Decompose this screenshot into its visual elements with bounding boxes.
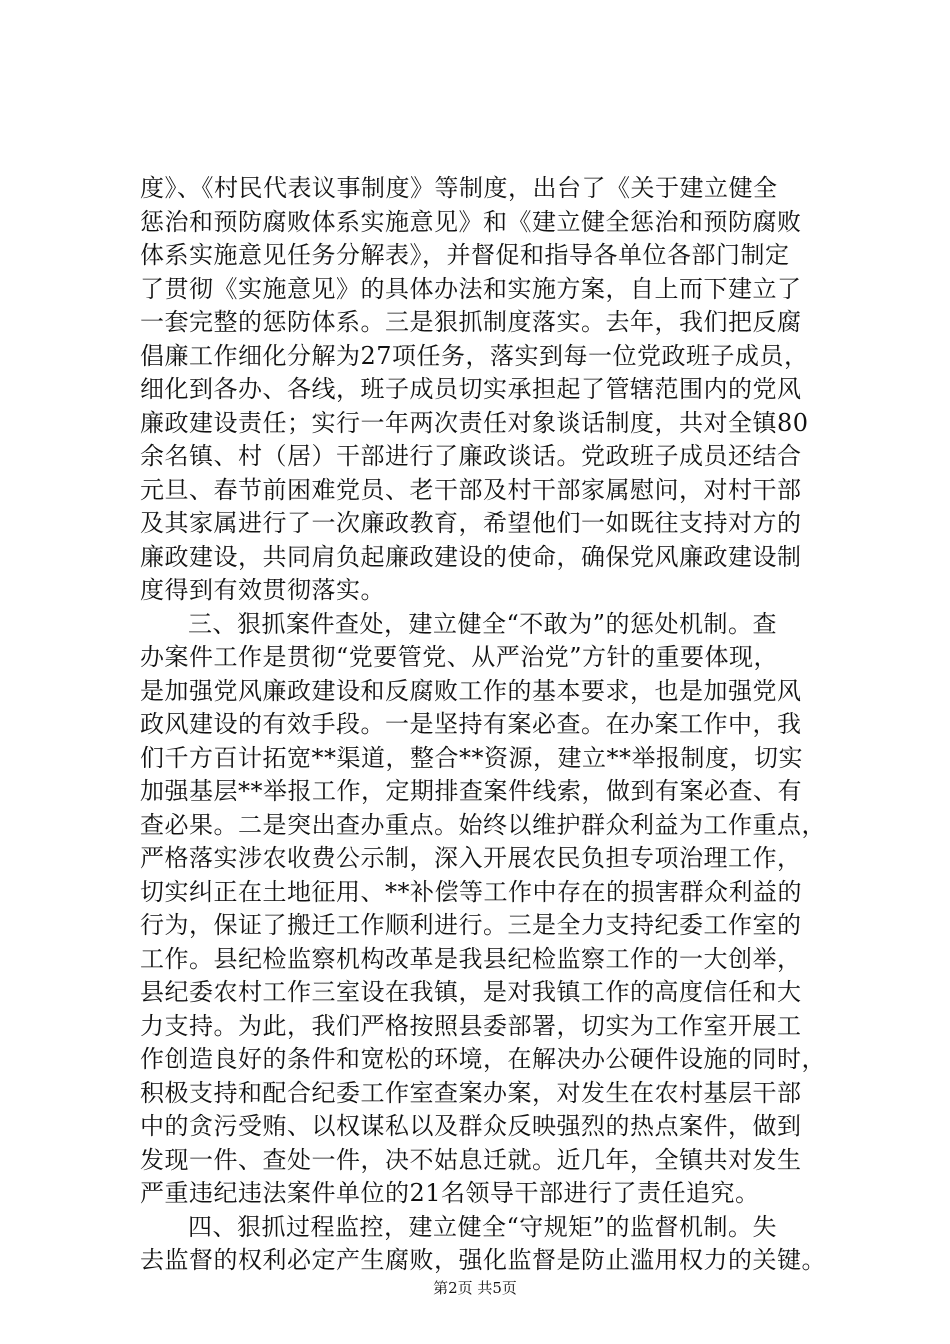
text-line: 行为，保证了搬迁工作顺利进行。三是全力支持纪委工作室的 <box>140 911 802 939</box>
text-line: 办案件工作是贯彻“党要管党、从严治党”方针的重要体现， <box>140 643 779 671</box>
text-line: 惩治和预防腐败体系实施意见》和《建立健全惩治和预防腐败 <box>140 207 802 236</box>
text-line: 积极支持和配合纪委工作室查案办案，对发生在农村基层干部 <box>140 1078 802 1107</box>
text-line: 中的贪污受贿、以权谋私以及群众反映强烈的热点案件，做到 <box>140 1112 802 1140</box>
text-line: 体系实施意见任务分解表》，并督促和指导各单位各部门制定 <box>140 241 790 269</box>
text-line: 度》、《村民代表议事制度》等制度，出台了《关于建立健全 <box>140 174 778 202</box>
text-line: 县纪委农村工作三室设在我镇，是对我镇工作的高度信任和大 <box>140 978 802 1006</box>
text-line: 作创造良好的条件和宽松的环境，在解决办公硬件设施的同时， <box>140 1045 826 1073</box>
text-line: 去监督的权利必定产生腐败，强化监督是防止滥用权力的关键。 <box>140 1246 826 1274</box>
text-line: 切实纠正在土地征用、**补偿等工作中存在的损害群众利益的 <box>140 877 802 906</box>
text-line: 严格落实涉农收费公示制，深入开展农民负担专项治理工作， <box>140 844 802 872</box>
section-heading-line: 三、狠抓案件查处，建立健全“不敢为”的惩处机制。查 <box>188 609 778 638</box>
text-line: 及其家属进行了一次廉政教育，希望他们一如既往支持对方的 <box>140 509 802 537</box>
section-heading-line: 四、狠抓过程监控，建立健全“守规矩”的监督机制。失 <box>188 1212 778 1241</box>
text-line: 廉政建设，共同肩负起廉政建设的使命，确保党风廉政建设制 <box>140 542 802 571</box>
text-line: 加强基层**举报工作，定期排查案件线索，做到有案必查、有 <box>140 777 802 805</box>
text-line: 倡廉工作细化分解为27项任务，落实到每一位党政班子成员， <box>140 341 809 370</box>
text-line: 政风建设的有效手段。一是坚持有案必查。在办案工作中，我 <box>140 710 802 738</box>
page-number-footer: 第2页 共5页 <box>433 1279 517 1297</box>
text-line: 工作。县纪检监察机构改革是我县纪检监察工作的一大创举， <box>140 944 802 973</box>
text-line: 是加强党风廉政建设和反腐败工作的基本要求，也是加强党风 <box>140 676 802 705</box>
text-line: 严重违纪违法案件单位的21名领导干部进行了责任追究。 <box>140 1179 760 1207</box>
text-line: 元旦、春节前困难党员、老干部及村干部家属慰问，对村干部 <box>140 475 802 504</box>
text-line: 细化到各办、各线，班子成员切实承担起了管辖范围内的党风 <box>140 375 802 403</box>
text-line: 余名镇、村（居）干部进行了廉政谈话。党政班子成员还结合 <box>140 442 802 470</box>
text-line: 一套完整的惩防体系。三是狠抓制度落实。去年，我们把反腐 <box>140 308 802 336</box>
text-line: 度得到有效贯彻落实。 <box>140 576 385 604</box>
text-line: 查必果。二是突出查办重点。始终以维护群众利益为工作重点， <box>140 810 826 839</box>
document-body <box>140 172 840 1278</box>
text-line: 了贯彻《实施意见》的具体办法和实施方案，自上而下建立了 <box>140 274 802 303</box>
text-line: 们千方百计拓宽**渠道，整合**资源，建立**举报制度，切实 <box>140 743 803 772</box>
text-line: 发现一件、查处一件，决不姑息迁就。近几年，全镇共对发生 <box>140 1145 802 1174</box>
text-line: 廉政建设责任；实行一年两次责任对象谈话制度，共对全镇80 <box>140 408 809 437</box>
text-line: 力支持。为此，我们严格按照县委部署，切实为工作室开展工 <box>140 1011 802 1040</box>
